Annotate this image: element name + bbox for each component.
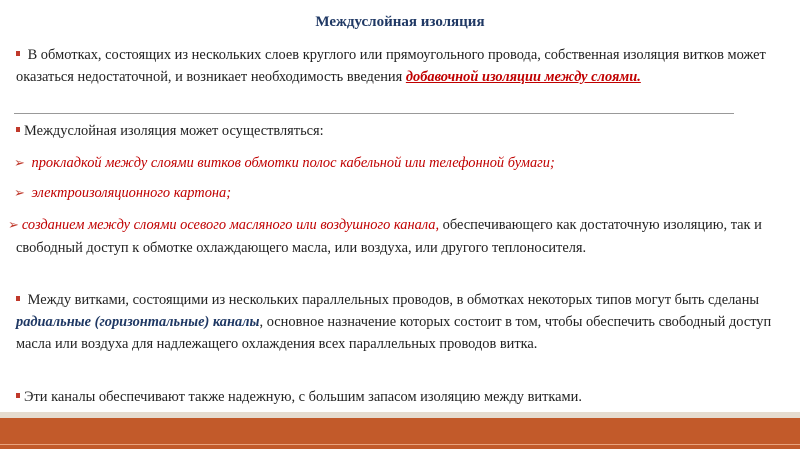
methods-text: Междуслойная изоляция может осуществляться: [24, 123, 324, 139]
paragraph-methods [16, 120, 786, 142]
radial-text-1: Между витками, состоящими из нескольких параллельных проводов, в обмотках некоторых типов могут быть сделаны [24, 292, 760, 308]
radial-text-2: , основное назначение которых состоит в том, чтобы обеспечить свободный доступ масла или воздуха для надлежащего охлаждения всех параллельных проводов витка. [16, 314, 772, 352]
item-channel-emphasis: созданием между слоями осевого масляного или воздушного канала, [21, 217, 440, 233]
square-bullet-icon [16, 51, 20, 56]
arrow-bullet-icon: ➢ [14, 186, 25, 201]
item-paper-text: прокладкой между слоями витков обмотки полос кабельной или телефонной бумаги; [27, 155, 555, 171]
arrow-bullet-icon: ➢ [14, 156, 25, 171]
list-item-channel [10, 214, 791, 260]
conclusion-text: Эти каналы обеспечивают также надежную, с большим запасом изоляцию между витками. [24, 389, 582, 405]
list-item-paper [14, 152, 794, 175]
divider [14, 113, 734, 114]
square-bullet-icon [16, 393, 20, 398]
paragraph-radial [16, 289, 788, 355]
item-channel-text: обеспечивающего как достаточную изоляцию, так и свободный доступ к обмотке охлаждающего масла, или воздуха, или другого теплоносителя. [16, 217, 762, 256]
intro-emphasis: добавочной изоляции между слоями. [405, 69, 641, 85]
intro-text: В обмотках, состоящих из нескольких слоев круглого или прямоугольного провода, собственная изоляция витков может оказаться недостаточной, и возникает необходимость введения [16, 47, 766, 85]
slide-title: Междуслойная изоляция [315, 14, 485, 30]
square-bullet-icon [16, 296, 20, 301]
footer-line [0, 444, 800, 445]
radial-emphasis: радиальные (горизонтальные) каналы [16, 314, 260, 330]
paragraph-conclusion [16, 386, 786, 408]
paragraph-intro [16, 44, 786, 88]
list-item-cardboard [14, 182, 794, 205]
square-bullet-icon [16, 127, 20, 132]
item-cardboard-text: электроизоляционного картона; [27, 185, 232, 201]
arrow-bullet-icon: ➢ [8, 218, 19, 233]
